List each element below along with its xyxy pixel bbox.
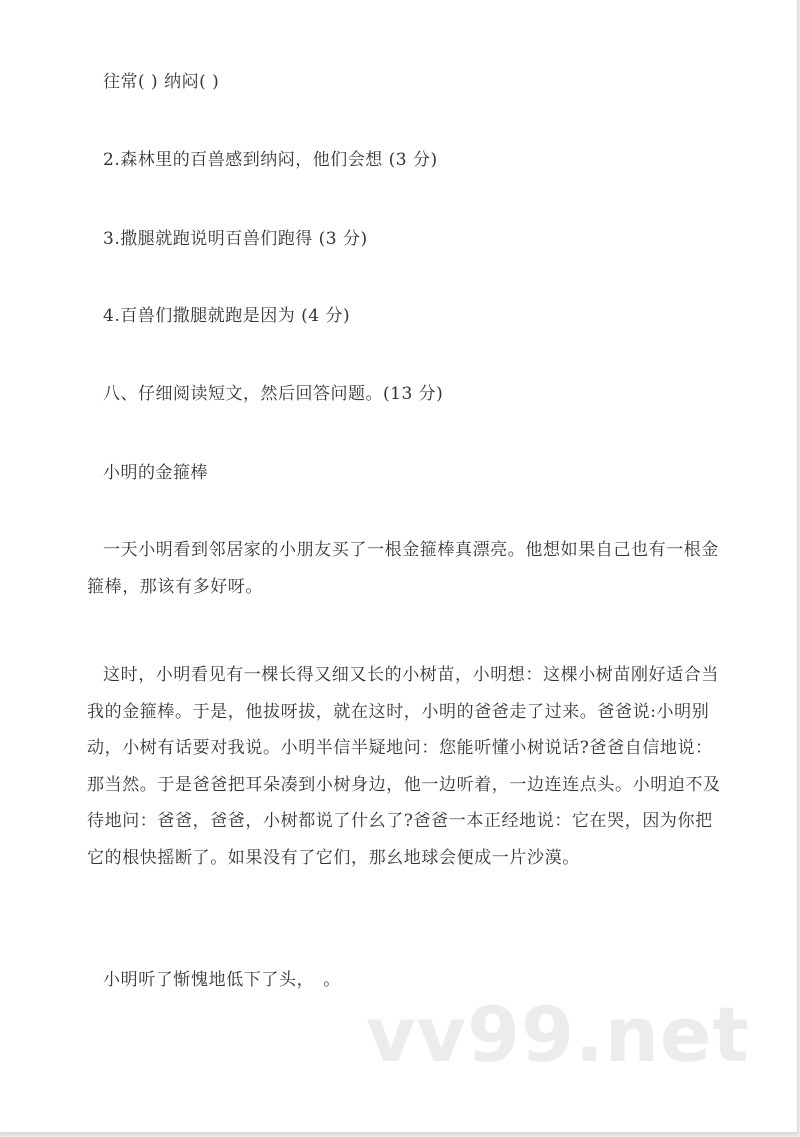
- question-2: 2.森林里的百兽感到纳闷，他们会想 (3 分): [103, 150, 438, 170]
- story-title: 小明的金箍棒: [103, 463, 208, 483]
- story-paragraph-1: 一天小明看到邻居家的小朋友买了一根金箍棒真漂亮。他想如果自己也有一根金箍棒，那该有多好呀。: [87, 540, 719, 597]
- question-4: 4.百兽们撒腿就跑是因为 (4 分): [103, 306, 351, 326]
- story-paragraph-3: 小明听了惭愧地低下了头， 。: [103, 970, 341, 990]
- fill-in-blanks-line: 往常( ) 纳闷( ): [103, 72, 220, 92]
- watermark-text: vv99.net: [366, 990, 750, 1079]
- story-paragraph-2: 这时，小明看见有一棵长得又细又长的小树苗，小明想：这棵小树苗刚好适合当我的金箍棒。于是，他拔呀拔，就在这时，小明的爸爸走了过来。爸爸说:小明别动，小树有话要对我说。小明半信半疑地问：您能听懂小树说话?爸爸自信地说：那当然。于是爸爸把耳朵凑到小树身边，他一边听着，一边连连点头。小明迫不及待地问：爸爸，爸爸，小树都说了什幺了?爸爸一本正经地说：它在哭，因为你把它的根快摇断了。如果没有了它们，那幺地球会便成一片沙漠。: [87, 665, 721, 868]
- question-3: 3.撒腿就跑说明百兽们跑得 (3 分): [103, 229, 368, 249]
- section-8-heading: 八、仔细阅读短文，然后回答问题。(13 分): [103, 384, 444, 404]
